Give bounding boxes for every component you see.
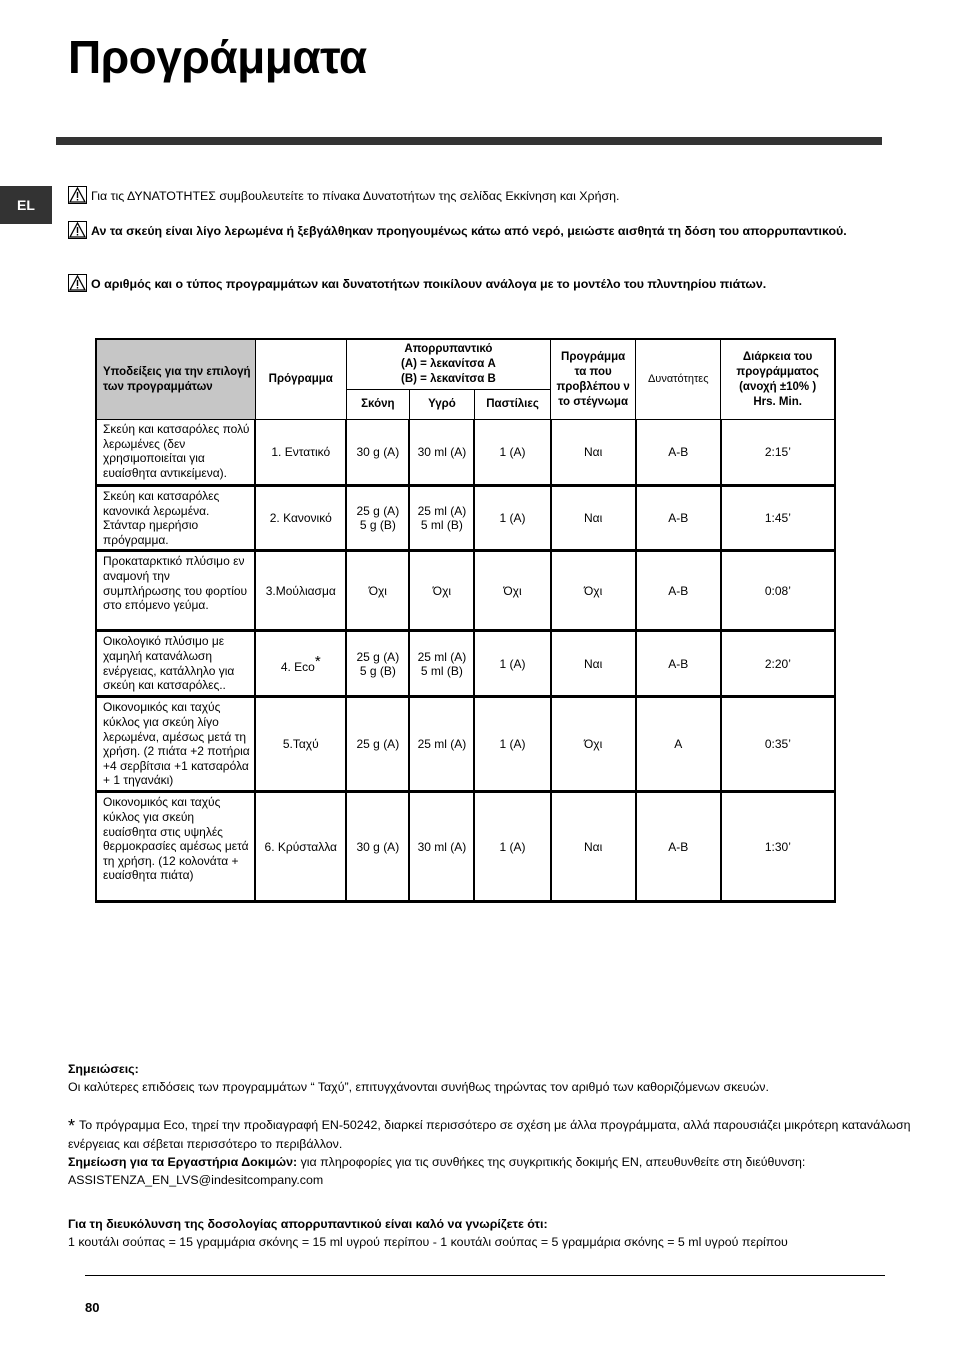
row-program: 6. Κρύσταλλα — [255, 792, 346, 902]
header-program: Πρόγραμμα — [255, 339, 346, 420]
row-powder: 25 g (A) 5 g (B) — [346, 631, 409, 697]
table-row — [96, 697, 835, 792]
warning-icon — [68, 221, 87, 239]
header-duration — [721, 339, 835, 420]
header-duration-units: Hrs. Min. — [753, 395, 802, 408]
row-powder: 25 g (A) — [346, 697, 409, 792]
notes-text: Οι καλύτερες επιδόσεις των προγραμμάτων “ Ταχύ”, επιτυγχάνονται συνήθως τηρώντας τον αριθμό των καθοριζόμενων σκευών. — [68, 1080, 769, 1094]
row-duration: 1:45’ — [721, 486, 835, 551]
row-duration: 2:15’ — [721, 420, 835, 486]
row-drying: Ναι — [551, 792, 636, 902]
warning-models — [68, 274, 868, 293]
bottom-divider — [85, 1275, 885, 1276]
row-liquid: 25 ml (A) 5 ml (B) — [409, 631, 474, 697]
dosage-heading: Για τη διευκόλυνση της δοσολογίας απορρυπαντικού είναι καλό να γνωρίζετε ότι: — [68, 1217, 548, 1231]
table-row — [96, 420, 835, 486]
lab-note-text: για πληροφορίες για τις συνθήκες της συγκριτικής δοκιμής EN, απευθυνθείτε στη διεύθυνση: — [300, 1155, 806, 1169]
warning-text: Αν τα σκεύη είναι λίγο λερωμένα ή ξεβγάλθηκαν προηγουμένως κάτω από νερό, μειώστε αισθητά τη δόση του απορρυπαντικού. — [91, 224, 847, 238]
row-program: 1. Εντατικό — [255, 420, 346, 486]
table-row — [96, 486, 835, 551]
row-drying: Ναι — [551, 420, 636, 486]
row-program: 5.Ταχύ — [255, 697, 346, 792]
eco-note-text: Το πρόγραμμα Eco, τηρεί την προδιαγραφή EN-50242, διαρκεί περισσότερο σε σχέση με άλλα προγράμματα, αλλά παρουσιάζει μικρότερη κατανάλωση ενέργειας και σέβεται περισσότερο το περιβάλλον. — [68, 1118, 911, 1151]
header-drying: Προγράμμα τα που προβλέπου ν το στέγνωμα — [551, 339, 636, 420]
header-detergent-title: Απορρυπαντικό — [404, 343, 493, 355]
row-duration: 1:30’ — [721, 792, 835, 902]
eco-note-star: * — [68, 1116, 76, 1136]
table-row — [96, 792, 835, 902]
row-program: 2. Κανονικό — [255, 486, 346, 551]
program-name: 4. Eco — [280, 660, 315, 675]
notes-heading: Σημειώσεις: — [68, 1062, 139, 1076]
warning-text: Ο αριθμός και ο τύπος προγραμμάτων και δυνατοτήτων ποικίλουν ανάλογα με το μοντέλο του πλυντηρίου πιάτων. — [91, 277, 767, 291]
row-liquid: 25 ml (A) — [409, 697, 474, 792]
eco-note — [68, 1116, 918, 1189]
row-program — [255, 631, 346, 697]
header-liquid: Υγρό — [409, 390, 474, 420]
warning-icon — [68, 274, 87, 292]
row-tablets: Όχι — [474, 551, 550, 631]
row-hint: Προκαταρκτικό πλύσιμο εν αναμονή την συμπλήρωσης του φορτίου στο επόμενο γεύμα. — [96, 551, 255, 631]
row-program: 3.Μούλιασμα — [255, 551, 346, 631]
page-number: 80 — [85, 1300, 100, 1315]
lab-note-label: Σημείωση για τα Εργαστήρια Δοκιμών: — [68, 1155, 298, 1169]
notes-section — [68, 1060, 918, 1096]
page-title: Προγράμματα — [68, 31, 367, 83]
row-tablets: 1 (A) — [474, 631, 550, 697]
header-powder: Σκόνη — [346, 390, 409, 420]
row-duration: 0:35’ — [721, 697, 835, 792]
language-tab: EL — [0, 186, 52, 224]
top-divider — [56, 137, 882, 145]
row-duration: 2:20’ — [721, 631, 835, 697]
table-row — [96, 551, 835, 631]
row-drying: Όχι — [551, 697, 636, 792]
dosage-text: 1 κουτάλι σούπας = 15 γραμμάρια σκόνης = 15 ml υγρού περίπου - 1 κουτάλι σούπας = 5 γραμμάρια σκόνης = 5 ml υγρού περίπου — [68, 1235, 788, 1249]
row-hint: Οικονομικός και ταχύς κύκλος για σκεύη λίγο λερωμένα, αμέσως μετά τη χρήση. (2 πιάτα +2 ποτήρια +4 σερβίτσια +1 κατσαρόλα + 1 τηγανάκι) — [96, 697, 255, 792]
header-detergent-b: (B) = λεκανίτσα B — [401, 373, 496, 385]
warning-text: Για τις ΔΥΝΑΤΟΤΗΤΕΣ συμβουλευτείτε το πίνακα Δυνατοτήτων της σελίδας Εκκίνηση και Χρήση. — [91, 189, 620, 203]
row-hint: Οικονομικός και ταχύς κύκλος για σκεύη ευαίσθητα στις υψηλές θερμοκρασίες αμέσως μετά τη χρήση. (12 κολονάτα + ευαίσθητα πιάτα) — [96, 792, 255, 902]
row-hint: Σκεύη και κατσαρόλες πολύ λερωμένες (δεν χρησιμοποιείται για ευαίσθητα αντικείμενα). — [96, 420, 255, 486]
lab-email: ASSISTENZA_EN_LVS@indesitcompany.com — [68, 1173, 324, 1187]
row-duration: 0:08’ — [721, 551, 835, 631]
row-liquid: Όχι — [409, 551, 474, 631]
header-detergent-a: (A) = λεκανίτσα A — [401, 358, 496, 370]
row-options: A-B — [636, 486, 721, 551]
header-hint: Υποδείξεις για την επιλογή των προγραμμάτων — [96, 339, 255, 420]
warning-dose — [68, 221, 868, 240]
row-options: A — [636, 697, 721, 792]
row-liquid: 30 ml (A) — [409, 792, 474, 902]
row-powder: Όχι — [346, 551, 409, 631]
row-tablets: 1 (A) — [474, 792, 550, 902]
eco-star: * — [314, 653, 321, 671]
row-liquid: 25 ml (A) 5 ml (B) — [409, 486, 474, 551]
row-tablets: 1 (A) — [474, 420, 550, 486]
header-tablets: Παστίλιες — [474, 390, 550, 420]
warning-icon — [68, 186, 87, 204]
header-duration-title: Διάρκεια του προγράμματος (ανοχή ±10% ) — [736, 350, 819, 393]
warning-options — [68, 186, 868, 205]
row-options: A-B — [636, 792, 721, 902]
row-powder: 30 g (A) — [346, 420, 409, 486]
row-powder: 25 g (A) 5 g (B) — [346, 486, 409, 551]
row-options: A-B — [636, 551, 721, 631]
header-detergent — [346, 339, 550, 390]
programs-table — [95, 338, 836, 903]
row-hint: Σκεύη και κατσαρόλες κανονικά λερωμένα. Στάνταρ ημερήσιο πρόγραμμα. — [96, 486, 255, 551]
row-tablets: 1 (A) — [474, 697, 550, 792]
header-options: Δυνατότητες — [636, 339, 721, 420]
dosage-note — [68, 1215, 918, 1251]
row-options: A-B — [636, 631, 721, 697]
row-drying: Όχι — [551, 551, 636, 631]
row-liquid: 30 ml (A) — [409, 420, 474, 486]
table-row — [96, 631, 835, 697]
row-drying: Ναι — [551, 486, 636, 551]
row-hint: Οικολογικό πλύσιμο με χαμηλή κατανάλωση ενέργειας, κατάλληλο για σκεύη και κατσαρόλες.. — [96, 631, 255, 697]
row-powder: 30 g (A) — [346, 792, 409, 902]
row-drying: Ναι — [551, 631, 636, 697]
row-options: A-B — [636, 420, 721, 486]
row-tablets: 1 (A) — [474, 486, 550, 551]
